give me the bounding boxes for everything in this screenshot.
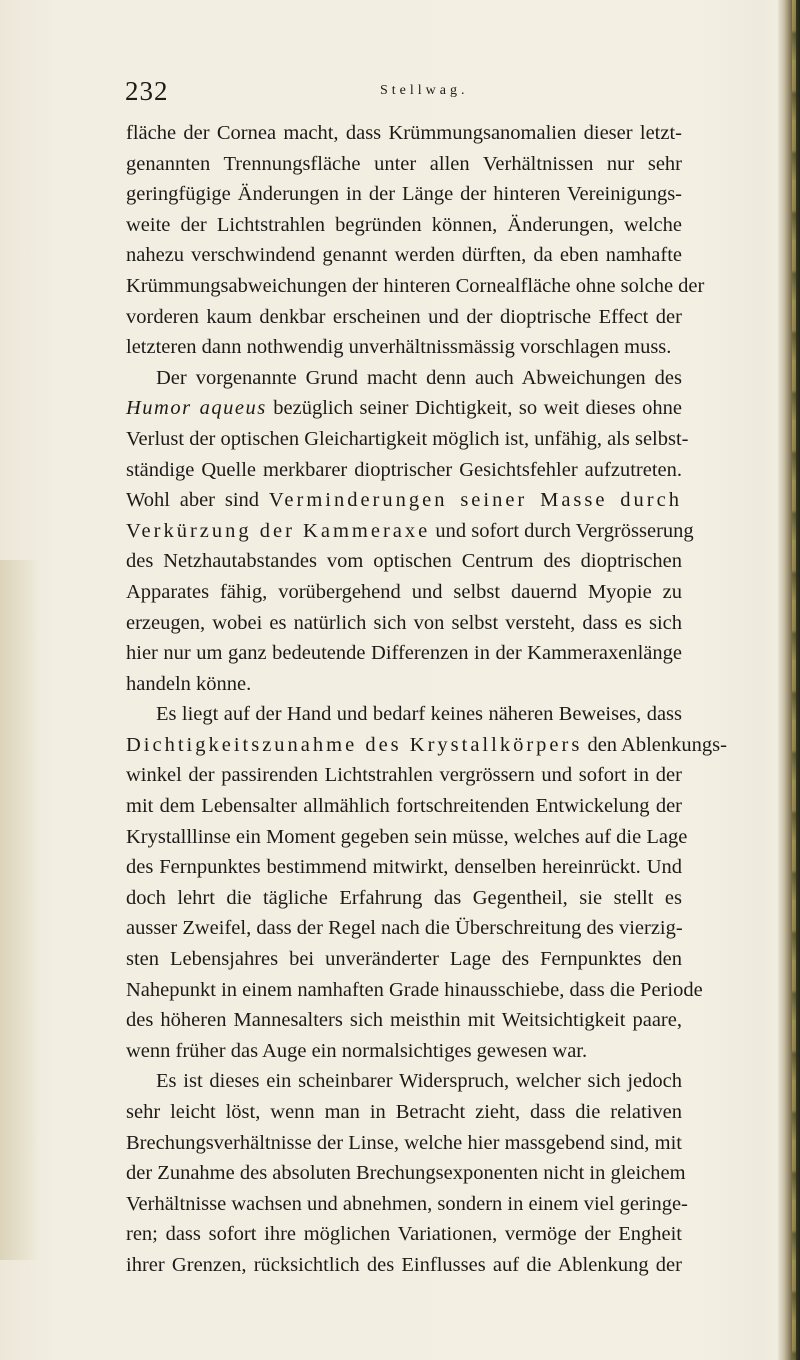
latin-term-humor-aqueus: Humor aqueus (126, 397, 267, 420)
text-line: ren; dass sofort ihre möglichen Variationen, vermöge der Engheit (126, 1223, 682, 1246)
text-line: weite der Lichtstrahlen begründen können, Änderungen, welche (126, 213, 682, 236)
spaced-phrase-verkuerzung: Verkürzung der Kammeraxe (126, 519, 431, 542)
text-line: des höheren Mannesalters sich meisthin mit Weitsichtigkeit paare, (126, 1009, 682, 1032)
text-line: Verhältnisse wachsen und abnehmen, sondern in einem viel geringe- (126, 1192, 688, 1215)
text-line: fläche der Cornea macht, dass Krümmungsanomalien dieser letzt- (126, 122, 682, 144)
text-line: nahezu verschwindend genannt werden dürften, da eben namhafte (126, 244, 682, 267)
text-line: Verlust der optischen Gleichartigkeit möglich ist, unfähig, als selbst- (126, 427, 689, 450)
paragraph-start-line: Es ist dieses ein scheinbarer Widerspruch, welcher sich jedoch (156, 1070, 682, 1093)
text-line: ausser Zweifel, dass der Regel nach die Überschreitung des vierzig- (126, 917, 683, 940)
page-header (125, 76, 685, 110)
spaced-phrase-verminderungen: Verminderungen seiner Masse durch (268, 489, 682, 512)
text-line: des Netzhautabstandes vom optischen Centrum des dioptrischen (126, 550, 682, 573)
text-line: handeln könne. (126, 672, 252, 695)
text-line: genannten Trennungsfläche unter allen Verhältnissen nur sehr (126, 152, 682, 175)
line-start: Wohl aber sind (126, 489, 269, 512)
text-line-emphasis (126, 393, 682, 424)
text-line: der Zunahme des absoluten Brechungsexponenten nicht in gleichem (126, 1162, 686, 1185)
text-line: winkel der passirenden Lichtstrahlen vergrössern und sofort in der (126, 764, 682, 787)
text-line: sten Lebensjahres bei unveränderter Lage des Fernpunktes den (126, 948, 682, 971)
text-line-emphasis (126, 516, 694, 547)
text-line: Krystalllinse ein Moment gegeben sein müsse, welches auf die Lage (126, 825, 688, 848)
text-line: ihrer Grenzen, rücksichtlich des Einflusses auf die Ablenkung der (126, 1253, 682, 1276)
text-line: geringfügige Änderungen in der Länge der hinteren Vereinigungs- (126, 183, 682, 206)
page-number: 232 (125, 76, 169, 106)
body-text (126, 118, 727, 1281)
text-line: hier nur um ganz bedeutende Differenzen in der Kammeraxenlänge (126, 642, 682, 665)
page-edge-shadow (0, 560, 40, 1260)
text-line: Krümmungsabweichungen der hinteren Cornealfläche ohne solche der (126, 274, 705, 297)
text-line: des Fernpunktes bestimmend mitwirkt, denselben hereinrückt. Und (126, 856, 682, 879)
text-line: letzteren dann nothwendig unverhältnissmässig vorschlagen muss. (126, 336, 672, 359)
text-line: mit dem Lebensalter allmählich fortschreitenden Entwickelung der (126, 795, 682, 818)
text-line: Brechungsverhältnisse der Linse, welche hier massgebend sind, mit (126, 1131, 682, 1154)
line-rest: den Ablenkungs- (582, 733, 727, 756)
line-rest: und sofort durch Vergrösserung (430, 519, 694, 542)
text-line: erzeugen, wobei es natürlich sich von selbst versteht, dass es sich (126, 611, 682, 634)
running-head: Stellwag. (380, 83, 469, 98)
text-line: wenn früher das Auge ein normalsichtiges gewesen war. (126, 1039, 588, 1062)
spaced-phrase-dichtigkeitszunahme: Dichtigkeitszunahme des Krystallkörpers (126, 733, 583, 756)
text-line: ständige Quelle merkbarer dioptrischer Gesichtsfehler aufzutreten. (126, 458, 682, 481)
paragraph-start-line: Es liegt auf der Hand und bedarf keines näheren Beweises, dass (156, 703, 682, 726)
text-line: Nahepunkt in einem namhaften Grade hinausschiebe, dass die Periode (126, 978, 703, 1001)
paragraph-start-line: Der vorgenannte Grund macht denn auch Abweichungen des (156, 366, 682, 389)
text-line-emphasis (126, 485, 682, 516)
line-rest: bezüglich seiner Dichtigkeit, so weit dieses ohne (266, 397, 682, 420)
text-line-emphasis (126, 730, 727, 761)
text-line: doch lehrt die tägliche Erfahrung das Gegentheil, sie stellt es (126, 886, 682, 909)
text-line: vorderen kaum denkbar erscheinen und der dioptrische Effect der (126, 305, 682, 328)
text-line: sehr leicht löst, wenn man in Betracht zieht, dass die relativen (126, 1101, 682, 1123)
book-binding-edge (778, 0, 800, 1360)
text-line: Apparates fähig, vorübergehend und selbst dauernd Myopie zu (126, 580, 682, 603)
